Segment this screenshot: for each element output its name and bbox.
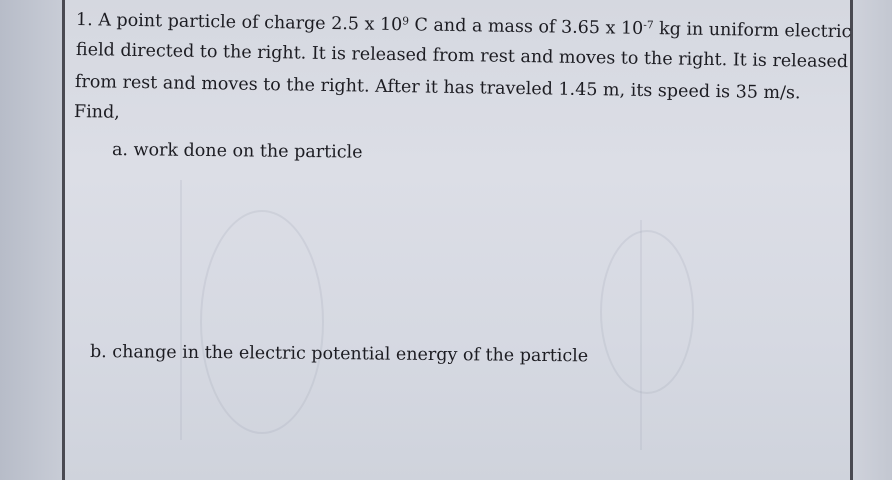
problem-line-1 — [76, 12, 852, 42]
problem-find: Find, — [73, 102, 120, 123]
problem-line-3: from rest and moves to the right. After it has traveled 1.45 m, its speed is 35 m/s. — [74, 72, 801, 104]
box-border-left — [62, 0, 65, 480]
problem-line-2: field directed to the right. It is released from rest and moves to the right. It is released — [75, 40, 849, 73]
problem-text-start: 1. A point particle of charge 2.5 x 10 — [75, 10, 403, 36]
charge-exponent: 9 — [402, 15, 410, 28]
question-part-b: b. change in the electric potential energy of the particle — [89, 342, 589, 367]
right-page-shadow — [853, 0, 892, 480]
show-through-line — [180, 180, 182, 440]
problem-text-mass: C and a mass of 3.65 x 10 — [408, 15, 644, 39]
problem-text-end: kg in uniform electric — [653, 19, 852, 43]
show-through-mark — [200, 210, 324, 434]
left-page-shadow — [0, 0, 62, 480]
show-through-mark — [600, 230, 694, 394]
mass-exponent: -7 — [643, 19, 654, 32]
question-part-a: a. work done on the particle — [111, 140, 363, 163]
show-through-line — [640, 220, 642, 450]
